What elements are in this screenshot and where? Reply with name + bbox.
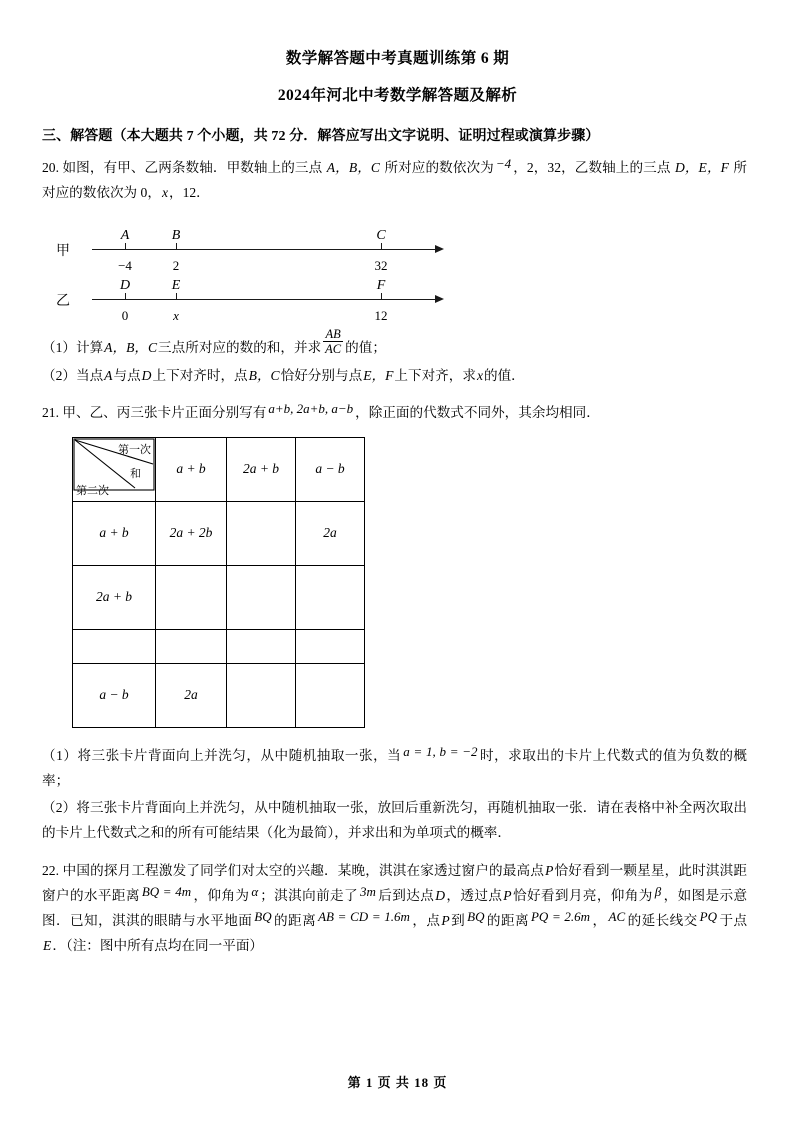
q20-sub2-a: A [104,367,113,383]
q20-sub2-t4: 上下对齐，求 [394,367,476,383]
q22-point-d: D [435,887,446,903]
yi-point-f-value: 12 [374,308,388,323]
q22-t6: ，透过点 [446,887,503,903]
table-cell-r3c3[interactable] [296,629,365,663]
q22-measure-ab-cd: AB = CD = 1.6m [318,908,410,924]
table-col-header-3: a − b [296,437,365,501]
q22-segment-ac: AC [608,908,626,924]
q21-card-expressions: a+b, 2a+b, a−b [268,400,354,416]
number-lines-diagram [42,217,747,323]
q20-text-3: ，2，32，乙数轴上的三点 [513,160,671,175]
jia-point-b-value: 2 [172,258,180,273]
q20-value-neg4: −4 [495,156,512,171]
q20-text-5: ，12． [169,185,210,200]
q20-points-abc: A，B，C [326,160,380,175]
q20-text-1: 如图，有甲、乙两条数轴．甲数轴上的三点 [62,160,323,175]
q22-t3: ，仰角为 [193,887,250,903]
yi-axis-arrow-icon [435,295,444,303]
q20-text-2: 所对应的数依次为 [384,160,494,175]
table-row [73,663,365,727]
q22-angle-alpha: α [251,883,259,899]
fraction-denominator-ac: AC [325,342,342,357]
q22-segment-bq: BQ [254,908,272,924]
header-label-second-draw: 第二次 [76,484,109,497]
q20-figure [0,205,795,323]
page-footer: 第 1 页 共 18 页 [347,1075,448,1090]
q20-ratio-fraction [321,327,345,357]
q20-sub1-mid: 三点所对应的数的和，并求 [158,339,322,355]
question-21-stem [0,388,795,425]
q21-number: 21. [42,404,59,420]
jia-axis-arrow-icon [435,245,444,253]
q22-t15: 于点 [719,912,748,928]
table-header-row [73,437,365,501]
table-cell-r4c1[interactable]: 2a [156,663,227,727]
table-row [73,629,365,663]
q20-sub-1 [0,317,795,361]
table-row [73,501,365,565]
table-row-header-1: a + b [73,501,156,565]
q21-table-wrapper [0,425,795,728]
q20-sub1-pre: （1）计算 [42,339,104,355]
q22-point-p1: P [545,862,554,878]
q22-t7: 恰好看到月亮，仰角为 [512,887,653,903]
yi-point-e-label: E [171,278,181,293]
header-label-first-draw: 第一次 [118,443,151,456]
q21-text-post: ，除正面的代数式不同外，其余均相同． [355,404,600,420]
table-row [73,565,365,629]
table-row-header-4: a − b [73,663,156,727]
q20-sub-2 [0,361,795,388]
yi-point-d-label: D [119,278,131,293]
q20-sub2-bc: B，C [248,367,280,383]
jia-point-a-label: A [120,228,130,243]
q22-t10: ，点 [411,912,441,928]
question-20-stem [0,145,795,205]
jia-point-c-value: 32 [374,258,388,273]
q22-measure-bq: BQ = 4m [141,883,192,899]
q20-sub2-t2: 上下对齐时，点 [152,367,248,383]
q21-sub1-post: 时，求取出的卡片上代数式的值为负数的概率； [42,747,747,788]
q22-angle-beta: β [654,883,662,899]
q22-measure-pq: PQ = 2.6m [530,908,591,924]
q20-sub2-pre: （2）当点 [42,367,104,383]
q22-t12: 的距离 [486,912,529,928]
q21-sub-1 [0,728,795,793]
table-col-header-1: a + b [156,437,227,501]
q21-text-pre: 甲、乙、丙三张卡片正面分别写有 [62,404,267,420]
header-label-sum: 和 [130,467,141,480]
q22-point-p3: P [441,912,450,928]
q22-t2: 恰好看到一颗星星，此时淇淇距窗户的水平距离 [42,862,747,903]
table-corner-header-cell [73,437,156,501]
q20-text-4: 所对应的数依次为 0， [42,160,747,200]
q20-sub1-points: A，B，C [104,339,158,355]
q22-t1: 中国的探月工程激发了同学们对太空的兴趣．某晚，淇淇在家透过窗户的最高点 [62,862,545,878]
diagonal-split-header [73,438,155,501]
number-line-yi [42,271,747,323]
jia-point-c-label: C [376,228,386,243]
yi-point-f-label: F [376,278,386,293]
yi-axis-line [92,299,437,300]
table-cell-r1c3[interactable]: 2a [296,501,365,565]
q22-distance-3m: 3m [360,883,376,899]
q20-sub2-x: x [476,367,483,383]
q22-segment-pq: PQ [699,908,718,924]
jia-axis-line [92,249,437,250]
q20-sub2-t5: 的值． [484,367,525,383]
table-cell-r3c2[interactable] [227,629,296,663]
q20-number: 20. [42,160,59,175]
q21-sub1-pre: （1）将三张卡片背面向上并洗匀，从中随机抽取一张，当 [42,747,402,763]
q22-t9: 的距离 [273,912,317,928]
q21-sub1-condition: a = 1, b = −2 [403,743,478,759]
number-line-jia-label: 甲 [56,244,70,259]
q22-segment-bq-2: BQ [467,908,485,924]
q20-sub2-t3: 恰好分别与点 [280,367,363,383]
section-heading: 三、解答题（本大题共 7 个小题，共 72 分．解答应写出文字说明、证明过程或演算步骤） [42,129,600,144]
table-cell-r2c2[interactable] [227,565,296,629]
table-col-header-2: 2a + b [227,437,296,501]
q22-t13: ， [592,912,607,928]
table-cell-r2c3[interactable] [296,565,365,629]
table-cell-r4c3[interactable] [296,663,365,727]
number-line-yi-label: 乙 [56,294,70,309]
q20-sub2-t1: 与点 [113,367,141,383]
question-22-stem [0,845,795,958]
page-title-main: 数学解答题中考真题训练第 6 期 [285,50,510,67]
jia-point-a-value: −4 [118,258,132,273]
q22-t14: 的延长线交 [627,912,698,928]
q20-points-def: D，E，F [674,160,729,175]
page-title-sub: 2024年河北中考数学解答题及解析 [277,87,518,104]
yi-point-e-value: x [173,308,179,323]
fraction-numerator-ab: AB [323,327,343,342]
q22-number: 22. [42,862,59,878]
table-cell-r4c2[interactable] [227,663,296,727]
q22-t5: 后到达点 [377,887,435,903]
q21-sub-2: （2）将三张卡片背面向上并洗匀，从中随机抽取一张，放回后重新洗匀，再随机抽取一张．请在表格中补全两次取出的卡片上代数式之和的所有可能结果（化为最简），并求出和为单项式的概率． [42,799,747,840]
q20-var-x: x [161,185,168,200]
q21-outcomes-table [72,437,365,728]
table-row-header-2: 2a + b [73,565,156,629]
q22-t11: 到 [450,912,466,928]
q22-t16: ．（注：图中所有点均在同一平面） [52,937,264,953]
table-cell-r1c2[interactable] [227,501,296,565]
table-row-header-3 [73,629,156,663]
number-line-jia [42,221,747,273]
q20-sub2-ef: E，F [363,367,394,383]
q22-t4: ；淇淇向前走了 [260,887,359,903]
jia-point-b-label: B [171,228,181,243]
table-cell-r2c1[interactable] [156,565,227,629]
q22-t8: ，如图是示意图．已知，淇淇的眼睛与水平地面 [42,887,748,928]
q20-sub2-d: D [141,367,152,383]
q22-point-e: E [43,937,52,953]
q20-sub1-post: 的值； [345,339,386,355]
table-cell-r3c1[interactable] [156,629,227,663]
q22-point-p2: P [503,887,512,903]
yi-point-d-value: 0 [121,308,129,323]
table-cell-r1c1[interactable]: 2a + 2b [156,501,227,565]
